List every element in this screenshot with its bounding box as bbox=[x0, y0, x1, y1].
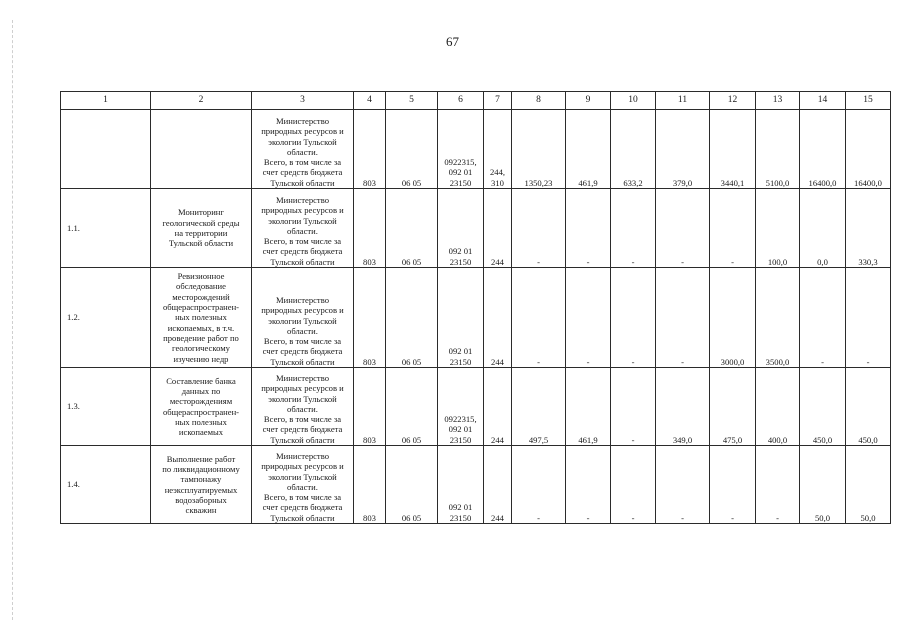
scan-edge-artifact bbox=[12, 20, 14, 620]
section-code: 06 05 bbox=[386, 110, 438, 189]
value-cell: - bbox=[512, 446, 566, 524]
table-row bbox=[61, 268, 891, 368]
value-cell: - bbox=[611, 189, 656, 268]
grbs-code: 803 bbox=[354, 368, 386, 446]
item-number: 1.2. bbox=[61, 268, 151, 368]
item-name: Составление банка данных по месторождениям общераспространен- ных полезных ископаемых bbox=[151, 368, 252, 446]
value-cell: - bbox=[756, 446, 800, 524]
expense-type-code: 244 bbox=[484, 368, 512, 446]
value-cell: 3000,0 bbox=[710, 268, 756, 368]
item-number: 1.4. bbox=[61, 446, 151, 524]
value-cell: 16400,0 bbox=[800, 110, 846, 189]
target-article-code: 0922315, 092 01 23150 bbox=[438, 368, 484, 446]
value-cell: - bbox=[656, 268, 710, 368]
section-code: 06 05 bbox=[386, 368, 438, 446]
header-cell: 10 bbox=[611, 92, 656, 110]
value-cell: 400,0 bbox=[756, 368, 800, 446]
value-cell: 633,2 bbox=[611, 110, 656, 189]
header-cell: 7 bbox=[484, 92, 512, 110]
grbs-code: 803 bbox=[354, 268, 386, 368]
header-cell: 2 bbox=[151, 92, 252, 110]
budget-table bbox=[60, 91, 891, 524]
responsible-executor: Министерство природных ресурсов и экологии Тульской области. Всего, в том числе за счет средств бюджета Тульской области bbox=[252, 446, 354, 524]
value-cell: 3500,0 bbox=[756, 268, 800, 368]
header-cell: 9 bbox=[566, 92, 611, 110]
section-code: 06 05 bbox=[386, 446, 438, 524]
grbs-code: 803 bbox=[354, 446, 386, 524]
value-cell: 3440,1 bbox=[710, 110, 756, 189]
responsible-executor: Министерство природных ресурсов и экологии Тульской области. Всего, в том числе за счет средств бюджета Тульской области bbox=[252, 268, 354, 368]
item-number: 1.1. bbox=[61, 189, 151, 268]
value-cell: - bbox=[710, 189, 756, 268]
value-cell: 379,0 bbox=[656, 110, 710, 189]
item-number: 1.3. bbox=[61, 368, 151, 446]
header-cell: 15 bbox=[846, 92, 891, 110]
header-cell: 5 bbox=[386, 92, 438, 110]
item-name: Выполнение работ по ликвидационному тампонажу неэксплуатируемых водозаборных скважин bbox=[151, 446, 252, 524]
value-cell: - bbox=[566, 446, 611, 524]
header-cell: 11 bbox=[656, 92, 710, 110]
item-number bbox=[61, 110, 151, 189]
section-code: 06 05 bbox=[386, 189, 438, 268]
header-cell: 4 bbox=[354, 92, 386, 110]
value-cell: - bbox=[611, 268, 656, 368]
expense-type-code: 244 bbox=[484, 446, 512, 524]
value-cell: - bbox=[611, 368, 656, 446]
expense-type-code: 244 bbox=[484, 268, 512, 368]
value-cell: - bbox=[656, 446, 710, 524]
target-article-code: 092 01 23150 bbox=[438, 189, 484, 268]
header-cell: 14 bbox=[800, 92, 846, 110]
header-cell: 6 bbox=[438, 92, 484, 110]
page-number: 67 bbox=[446, 34, 459, 49]
header-cell: 13 bbox=[756, 92, 800, 110]
target-article-code: 092 01 23150 bbox=[438, 268, 484, 368]
table-row bbox=[61, 368, 891, 446]
target-article-code: 0922315, 092 01 23150 bbox=[438, 110, 484, 189]
value-cell: - bbox=[611, 446, 656, 524]
responsible-executor: Министерство природных ресурсов и экологии Тульской области. Всего, в том числе за счет средств бюджета Тульской области bbox=[252, 368, 354, 446]
value-cell: - bbox=[710, 446, 756, 524]
value-cell: - bbox=[846, 268, 891, 368]
value-cell: 497,5 bbox=[512, 368, 566, 446]
value-cell: - bbox=[656, 189, 710, 268]
value-cell: - bbox=[566, 268, 611, 368]
header-cell: 8 bbox=[512, 92, 566, 110]
value-cell: 1350,23 bbox=[512, 110, 566, 189]
value-cell: - bbox=[512, 268, 566, 368]
expense-type-code: 244, 310 bbox=[484, 110, 512, 189]
value-cell: 461,9 bbox=[566, 368, 611, 446]
value-cell: - bbox=[566, 189, 611, 268]
value-cell: 50,0 bbox=[846, 446, 891, 524]
value-cell: 50,0 bbox=[800, 446, 846, 524]
value-cell: 450,0 bbox=[846, 368, 891, 446]
header-row bbox=[61, 92, 891, 110]
target-article-code: 092 01 23150 bbox=[438, 446, 484, 524]
section-code: 06 05 bbox=[386, 268, 438, 368]
value-cell: 100,0 bbox=[756, 189, 800, 268]
grbs-code: 803 bbox=[354, 189, 386, 268]
value-cell: 349,0 bbox=[656, 368, 710, 446]
value-cell: - bbox=[512, 189, 566, 268]
item-name bbox=[151, 110, 252, 189]
value-cell: 461,9 bbox=[566, 110, 611, 189]
expense-type-code: 244 bbox=[484, 189, 512, 268]
table-row bbox=[61, 110, 891, 189]
responsible-executor: Министерство природных ресурсов и экологии Тульской области. Всего, в том числе за счет средств бюджета Тульской области bbox=[252, 110, 354, 189]
header-cell: 1 bbox=[61, 92, 151, 110]
value-cell: 330,3 bbox=[846, 189, 891, 268]
value-cell: 450,0 bbox=[800, 368, 846, 446]
value-cell: - bbox=[800, 268, 846, 368]
value-cell: 0,0 bbox=[800, 189, 846, 268]
value-cell: 16400,0 bbox=[846, 110, 891, 189]
grbs-code: 803 bbox=[354, 110, 386, 189]
item-name: Ревизионное обследование месторождений общераспространен- ных полезных ископаемых, в т.ч. проведение работ по геологическому изучению недр bbox=[151, 268, 252, 368]
header-cell: 3 bbox=[252, 92, 354, 110]
value-cell: 5100,0 bbox=[756, 110, 800, 189]
item-name: Мониторинг геологической среды на территории Тульской области bbox=[151, 189, 252, 268]
table-row bbox=[61, 446, 891, 524]
value-cell: 475,0 bbox=[710, 368, 756, 446]
header-cell: 12 bbox=[710, 92, 756, 110]
table-row bbox=[61, 189, 891, 268]
responsible-executor: Министерство природных ресурсов и экологии Тульской области. Всего, в том числе за счет средств бюджета Тульской области bbox=[252, 189, 354, 268]
